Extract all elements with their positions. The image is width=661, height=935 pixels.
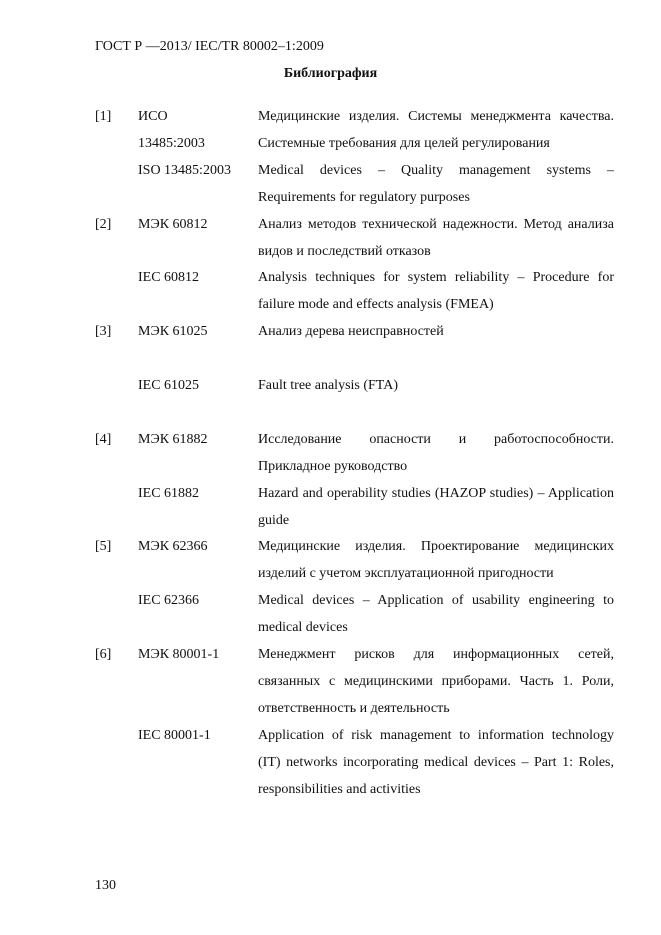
page-number: 130: [95, 878, 116, 893]
standard-title: Менеджмент рисков для информационных сетей, связанных с медицинскими приборами. Часть 1. Роли, ответственность и деятельность: [258, 647, 614, 716]
bibliography-entry: [95, 158, 614, 212]
entry-number: [1]: [95, 109, 112, 124]
bibliography-entry: [95, 373, 614, 400]
standard-code-line: МЭК 62366: [138, 539, 208, 555]
entry-number: [4]: [95, 431, 112, 447]
standard-code: [138, 588, 258, 615]
bibliography-entry: [95, 427, 614, 481]
standard-title: Fault tree analysis (FTA): [258, 378, 399, 394]
standard-code-line: 13485:2003: [138, 135, 205, 151]
standard-code-line: IEC 61025: [138, 378, 200, 394]
standard-title: Анализ методов технической надежности. Метод анализа видов и последствий отказов: [258, 216, 614, 259]
blank-line: [95, 346, 614, 373]
document-header: ГОСТ Р —2013/ IEC/TR 80002–1:2009: [95, 39, 324, 54]
standard-code-line: ISO 13485:2003: [138, 162, 231, 178]
standard-title: Анализ дерева неисправностей: [258, 324, 444, 340]
bibliography-entry: [95, 104, 614, 158]
standard-code-line: МЭК 61025: [138, 324, 208, 340]
standard-code-line: IEC 60812: [138, 270, 200, 286]
bibliography-entry: [95, 265, 614, 319]
bibliography-list: [95, 104, 614, 804]
standard-title: Analysis techniques for system reliability – Procedure for failure mode and effects analysis (FMEA): [258, 270, 614, 313]
standard-code: [138, 642, 258, 669]
standard-code: [138, 723, 258, 750]
standard-code: [138, 534, 258, 561]
bibliography-entry: [95, 588, 614, 642]
standard-code: [138, 158, 258, 185]
standard-code: [138, 373, 258, 400]
standard-code: [138, 319, 258, 346]
bibliography-entry: [95, 212, 614, 266]
standard-code: [138, 265, 258, 292]
page-title: Библиография: [283, 66, 378, 81]
standard-title: Исследование опасности и работоспособности. Прикладное руководство: [258, 431, 614, 474]
bibliography-entry: [95, 481, 614, 535]
standard-title: Медицинские изделия. Проектирование медицинских изделий с учетом эксплуатационной пригодности: [258, 539, 614, 582]
standard-code-line: МЭК 80001-1: [138, 647, 220, 663]
standard-title: Medical devices – Quality management systems – Requirements for regulatory purposes: [258, 162, 614, 205]
bibliography-entry: [95, 723, 614, 804]
entry-number: [6]: [95, 647, 112, 663]
standard-title: Medical devices – Application of usability engineering to medical devices: [258, 593, 614, 636]
standard-code: [138, 427, 258, 454]
standard-code-line: МЭК 60812: [138, 216, 208, 232]
standard-title: Медицинские изделия. Системы менеджмента качества. Системные требования для целей регулирования: [258, 109, 614, 151]
entry-number: [3]: [95, 324, 112, 340]
standard-code: [138, 212, 258, 239]
standard-code-line: ИСО: [138, 109, 168, 124]
standard-code-line: IEC 61882: [138, 485, 200, 501]
standard-title: Hazard and operability studies (HAZOP studies) – Application guide: [258, 485, 614, 528]
bibliography-entry: [95, 534, 614, 588]
entry-number: [2]: [95, 216, 112, 232]
standard-code-line: IEC 80001-1: [138, 727, 211, 743]
bibliography-entry: [95, 642, 614, 723]
standard-code: [138, 481, 258, 508]
standard-code-line: МЭК 61882: [138, 431, 208, 447]
entry-number: [5]: [95, 539, 112, 555]
blank-line: [95, 400, 614, 427]
standard-title: Application of risk management to information technology (IT) networks incorporating medical devices – Part 1: Roles, responsibilities and activities: [258, 727, 614, 797]
bibliography-entry: [95, 319, 614, 346]
standard-code-line: IEC 62366: [138, 593, 200, 609]
standard-code: [138, 104, 258, 158]
